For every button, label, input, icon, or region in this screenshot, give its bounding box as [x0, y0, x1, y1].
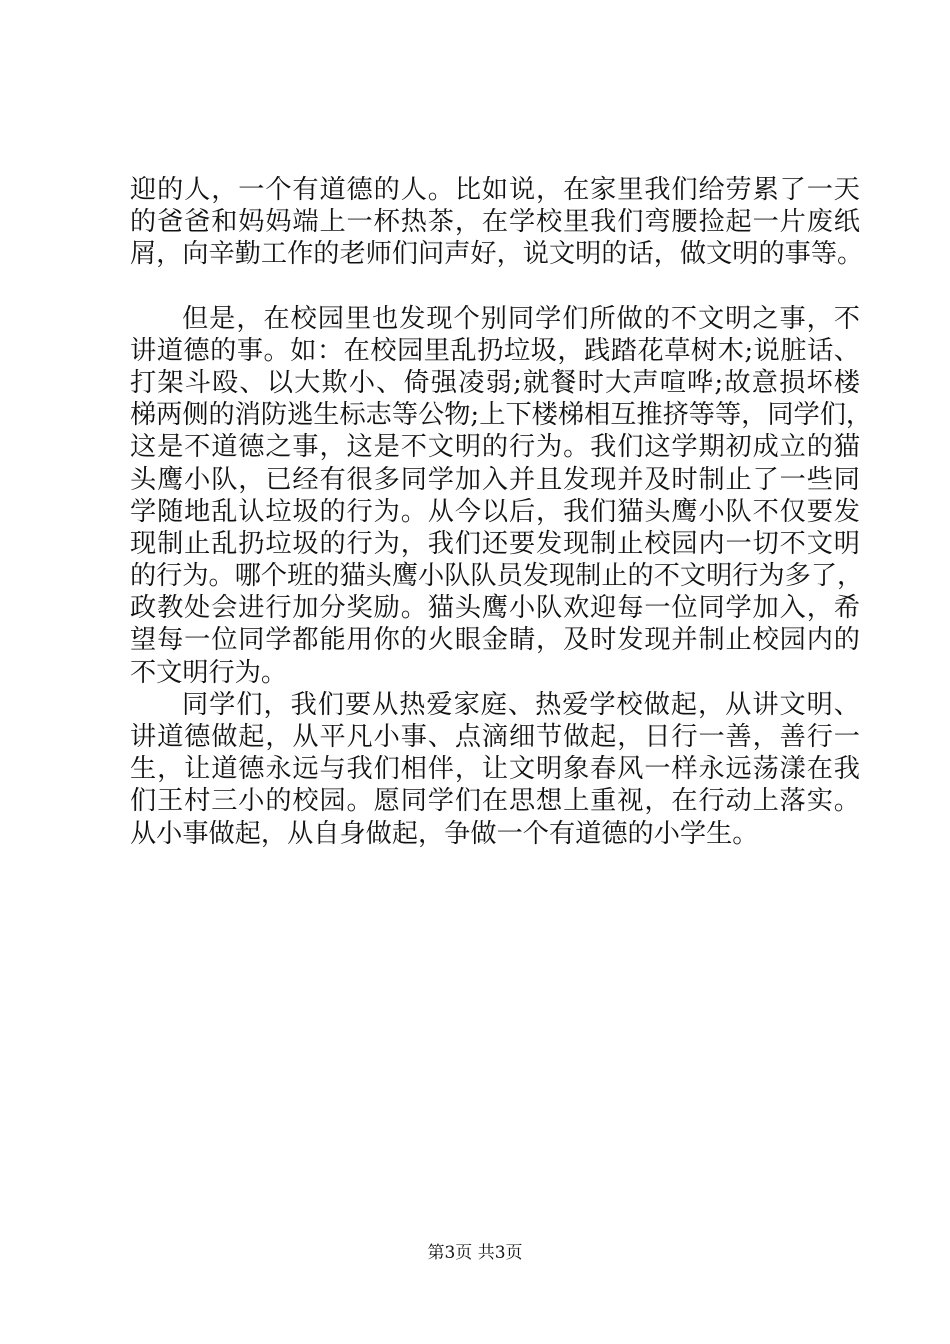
paragraph-line: 讲道德做起，从平凡小事、点滴细节做起，日行一善，善行一 [130, 722, 860, 752]
paragraph-spacer [130, 271, 860, 303]
paragraph-line: 这是不道德之事，这是不文明的行为。我们这学期初成立的猫 [130, 432, 860, 463]
paragraph-line: 的爸爸和妈妈端上一杯热茶，在学校里我们弯腰捡起一片废纸 [130, 207, 860, 238]
paragraph-line: 们王村三小的校园。愿同学们在思想上重视，在行动上落实。 [130, 786, 860, 817]
paragraph-line: 头鹰小队，已经有很多同学加入并且发现并及时制止了一些同 [130, 464, 860, 495]
paragraph-line: 学随地乱认垃圾的行为。从今以后，我们猫头鹰小队不仅要发 [130, 496, 860, 527]
paragraph-line: 打架斗殴、以大欺小、倚强凌弱;就餐时大声喧哗;故意损坏楼 [130, 367, 860, 398]
page-number-label: 第3页 共3页 [427, 1243, 523, 1263]
paragraph-line: 从小事做起，从自身做起，争做一个有道德的小学生。 [130, 818, 759, 849]
document-body [130, 174, 873, 850]
paragraph-line: 的行为。哪个班的猫头鹰小队队员发现制止的不文明行为多了， [130, 561, 864, 592]
paragraph-line: 不文明行为。 [130, 657, 288, 688]
paragraph-line: 屑，向辛勤工作的老师们问声好，说文明的话，做文明的事等。 [130, 239, 864, 270]
paragraph-line: 同学们，我们要从热爱家庭、热爱学校做起，从讲文明、 [182, 689, 860, 720]
paragraph-3 [130, 689, 860, 850]
paragraph-line: 政教处会进行加分奖励。猫头鹰小队欢迎每一位同学加入，希 [130, 593, 860, 624]
paragraph-line: 现制止乱扔垃圾的行为，我们还要发现制止校园内一切不文明 [130, 528, 860, 559]
paragraph-line: 生，让道德永远与我们相伴，让文明象春风一样永远荡漾在我 [130, 754, 860, 785]
paragraph-line: 讲道德的事。如：在校园里乱扔垃圾，践踏花草树木;说脏话、 [130, 335, 860, 366]
paragraph-2 [130, 303, 873, 689]
paragraph-1 [130, 174, 864, 271]
paragraph-line: 迎的人，一个有道德的人。比如说，在家里我们给劳累了一天 [130, 175, 860, 205]
paragraph-line: 梯两侧的消防逃生标志等公物;上下楼梯相互推挤等等，同学们， [130, 400, 873, 431]
paragraph-line: 但是，在校园里也发现个别同学们所做的不文明之事，不 [182, 303, 860, 334]
page-number-footer [0, 1243, 950, 1263]
paragraph-line: 望每一位同学都能用你的火眼金睛，及时发现并制止校园内的 [130, 625, 860, 656]
